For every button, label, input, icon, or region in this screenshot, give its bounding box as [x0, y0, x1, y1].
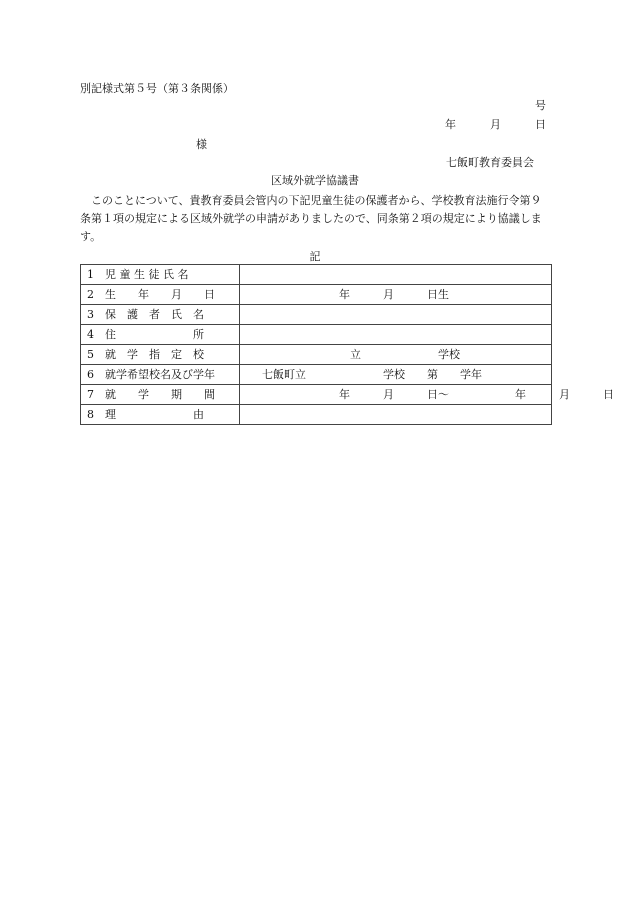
table-row	[81, 385, 552, 405]
details-table	[80, 264, 614, 425]
form-number-label: 別記様式第５号（第３条関係）	[80, 82, 234, 95]
row-value	[240, 405, 552, 425]
table-row	[81, 325, 552, 345]
row-label: 5 就 学 指 定 校	[81, 345, 240, 365]
body-paragraph: このことについて、貴教育委員会管内の下記児童生徒の保護者から、学校教育法施行令第９条第１項の規定による区域外就学の申請がありましたので、同条第２項の規定により協議します。	[80, 194, 542, 243]
date-year: 年	[445, 118, 456, 131]
table-row	[81, 305, 552, 325]
table-row	[81, 405, 552, 425]
row-label: 6 就学希望校名及び学年	[81, 365, 240, 385]
issuer-name: 七飯町教育委員会	[446, 156, 534, 169]
record-heading: 記	[309, 250, 321, 263]
row-value	[240, 265, 552, 285]
document-title: 区域外就学協議書	[271, 174, 359, 187]
table-row	[81, 345, 552, 365]
row-label: 1 児 童 生 徒 氏 名	[81, 265, 240, 285]
row-value: 立 学校	[240, 345, 552, 365]
row-value	[240, 305, 552, 325]
row-label: 2 生 年 月 日	[81, 285, 240, 305]
addressee-suffix: 様	[196, 138, 207, 151]
table-row	[81, 265, 552, 285]
row-value	[240, 325, 552, 345]
issue-date	[445, 118, 546, 132]
row-label: 3 保 護 者 氏 名	[81, 305, 240, 325]
row-value: 年 月 日生	[240, 285, 552, 305]
row-label: 7 就 学 期 間	[81, 385, 240, 405]
row-value: 七飯町立 学校 第 学年	[240, 365, 552, 385]
row-label: 4 住 所	[81, 325, 240, 345]
table-row	[81, 365, 552, 385]
table-row	[81, 285, 552, 305]
date-month: 月	[490, 118, 501, 131]
row-value: 年 月 日～ 年 月 日	[240, 385, 552, 405]
document-number-mark: 号	[535, 99, 546, 112]
date-day: 日	[535, 118, 546, 131]
row-label: 8 理 由	[81, 405, 240, 425]
